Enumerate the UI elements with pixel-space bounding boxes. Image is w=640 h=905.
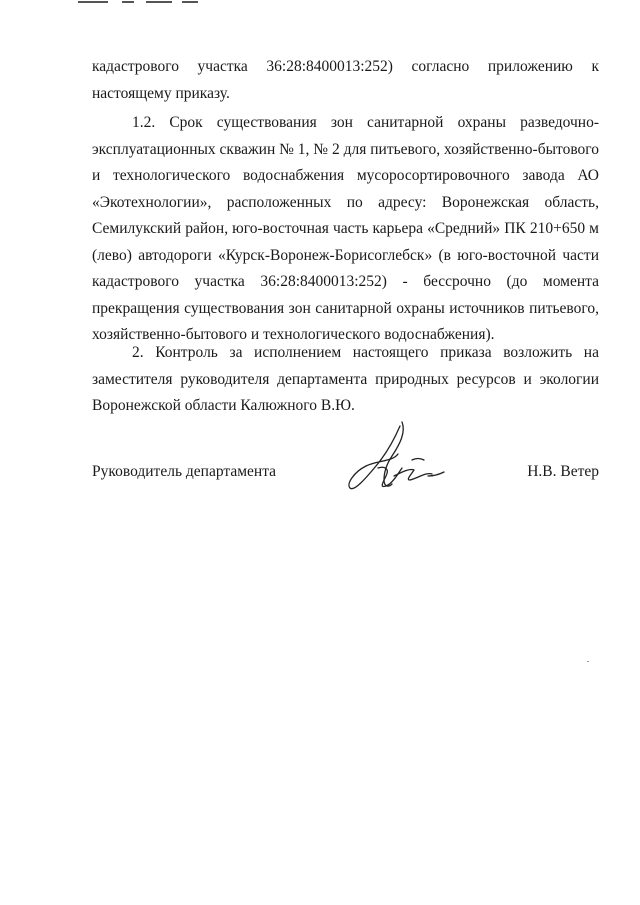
text-line: Семилукский район, юго-восточная часть карьера «Средний» ПК 210+650 м — [92, 220, 599, 237]
text-line: 1.2. Срок существования зон санитарной охраны разведочно- — [132, 114, 599, 131]
signatory-title: Руководитель департамента — [92, 463, 277, 480]
paragraph-1-2 — [92, 110, 599, 349]
text-line: кадастрового участка 36:28:8400013:252) - бессрочно (до момента — [92, 273, 599, 290]
paragraph-1-1-continuation — [92, 54, 599, 107]
text-line: заместителя руководителя департамента природных ресурсов и экологии — [92, 370, 599, 388]
text-line: прекращения существования зон санитарной охраны источников питьевого, — [92, 299, 599, 317]
scan-speck — [587, 661, 589, 662]
text-line: 2. Контроль за исполнением настоящего приказа возложить на — [132, 344, 599, 361]
text-line: «Экотехнологии», расположенных по адресу: Воронежская область, — [92, 193, 599, 211]
signatory-name: Н.В. Ветер — [527, 463, 599, 480]
top-edge-marks — [60, 0, 260, 4]
text-line: настоящему приказу. — [92, 84, 230, 102]
paragraph-2 — [92, 340, 599, 420]
text-line: эксплуатационных скважин № 1, № 2 для питьевого, хозяйственно-бытового — [92, 140, 599, 158]
text-line: хозяйственно-бытового и технологического водоснабжения). — [92, 326, 495, 343]
text-line: Воронежской области Калюжного В.Ю. — [92, 397, 355, 414]
text-line: и технологического водоснабжения мусоросортировочного завода АО — [92, 167, 599, 184]
handwritten-signature — [340, 414, 450, 504]
text-line: кадастрового участка 36:28:8400013:252) согласно приложению к — [92, 58, 599, 75]
text-line: (лево) автодороги «Курск-Воронеж-Борисоглебск» (в юго-восточной части — [92, 246, 599, 264]
